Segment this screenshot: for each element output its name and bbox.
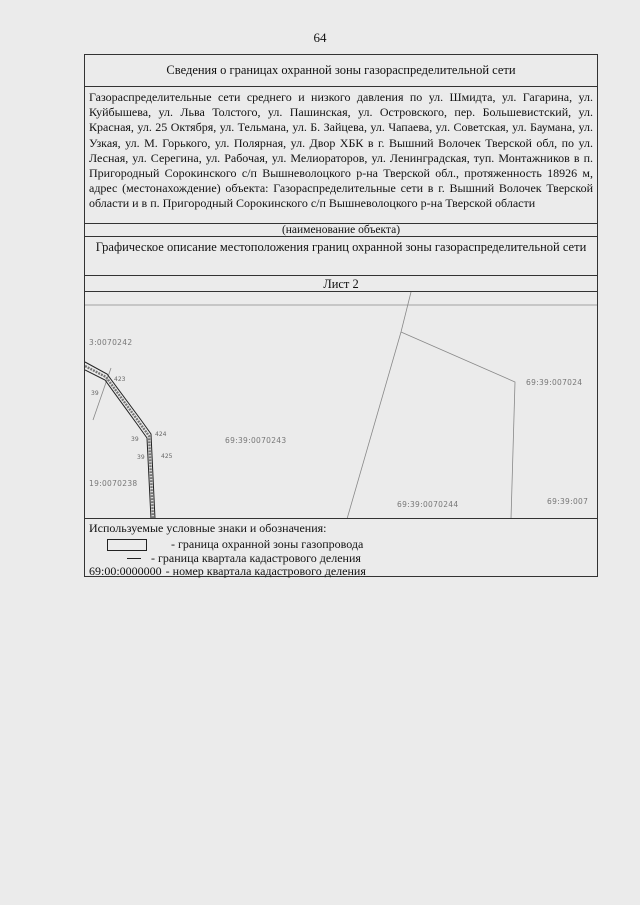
object-caption: (наименование объекта) [85, 224, 597, 237]
point-number-label: 423 [114, 376, 126, 383]
cadastral-map [85, 292, 597, 519]
quarter-boundary-symbol [127, 558, 141, 559]
legend-quarter-text: - граница квартала кадастрового деления [151, 551, 361, 565]
legend-heading: Используемые условные знаки и обозначения: [89, 521, 327, 535]
quarter-number-label: 69:39:007024 [526, 378, 583, 387]
legend-item-quarter-number [89, 564, 366, 579]
point-number-label: 39 [131, 436, 139, 443]
object-description: Газораспределительные сети среднего и низкого давления по ул. Шмидта, ул. Гагарина, ул. Куйбышева, ул. Льва Толстого, ул. Пашинская, ул. Островского, пер. Большевистский, ул. Красная, ул. 25 Октября, ул. Тельмана, ул. Б. Зайцева, ул. Чапаева, ул. Советская, ул. Баумана, ул. Узкая, ул. М. Горького, ул. Полярная, ул. Двор ХБК в г. Вышний Волочек Тверской обл, по ул. Лесная, ул. Серегина, ул. Рабочая, ул. Мелиораторов, ул. Ленинградская, туп. Монтажников в п. Пригородный Сорокинского с/п Вышневолоцкого р-на Тверской обл., протяженность 18926 м, адрес (местонахождение) объекта: Газораспределительные сети в г. Вышний Волочек Тверской области и в п. Пригородный Сорокинского с/п Вышневолоцкого р-на Тверской области [85, 87, 597, 224]
quarter-number-label: 3:0070242 [89, 338, 133, 347]
legend [85, 519, 597, 576]
quarter-number-label: 69:39:0070244 [397, 500, 459, 509]
section-title: Сведения о границах охранной зоны газораспределительной сети [85, 55, 597, 87]
quarter-number-label: 69:39:0070243 [225, 436, 287, 445]
quarter-boundary-line [401, 332, 515, 519]
point-number-label: 424 [155, 431, 167, 438]
quarter-boundary-line [347, 292, 411, 519]
page-number: 64 [313, 30, 327, 45]
quarter-number-sample: 69:00:0000000 [89, 564, 162, 578]
legend-zone-text: - граница охранной зоны газопровода [171, 537, 364, 551]
point-number-label: 39 [137, 454, 145, 461]
protection-zone-boundary [85, 362, 155, 519]
point-number-label: 425 [161, 453, 173, 460]
boundary-info-form [84, 54, 598, 577]
legend-quarter-number-text: - номер квартала кадастрового деления [165, 564, 366, 578]
graphic-description-title: Графическое описание местоположения границ охранной зоны газораспределительной сети [85, 237, 597, 276]
quarter-number-label: 69:39:007 [547, 497, 589, 506]
legend-item-zone [91, 537, 363, 552]
map-drawing [85, 292, 597, 519]
zone-boundary-symbol [107, 539, 147, 551]
point-number-label: 39 [91, 390, 99, 397]
gas-pipeline-line [85, 366, 153, 519]
quarter-number-label: 19:0070238 [89, 479, 138, 488]
sheet-label: Лист 2 [85, 276, 597, 292]
